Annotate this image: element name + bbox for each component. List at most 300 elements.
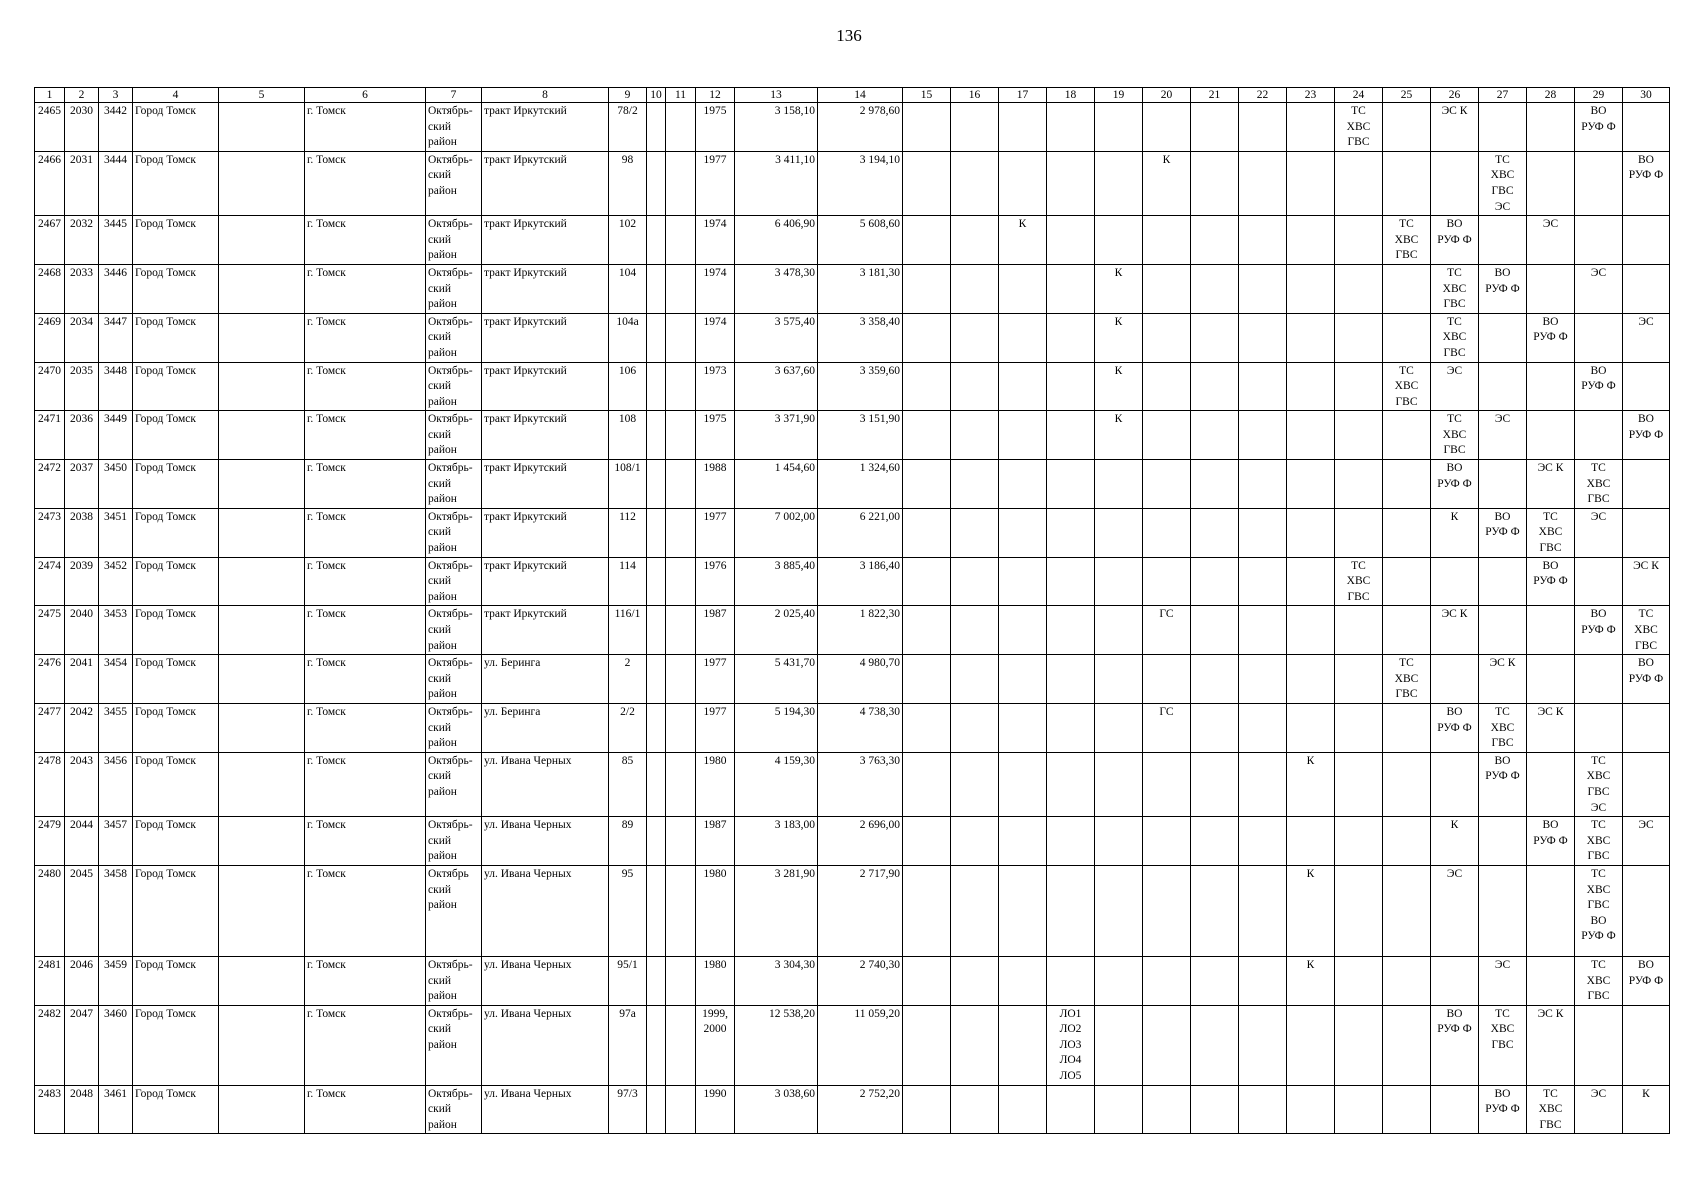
cell-col-21 bbox=[1191, 1085, 1239, 1134]
cell-col-13: 3 281,90 bbox=[735, 865, 818, 956]
cell-col-3: 3450 bbox=[99, 460, 133, 509]
cell-col-21 bbox=[1191, 508, 1239, 557]
cell-col-14: 3 194,10 bbox=[818, 151, 903, 215]
cell-col-4: Город Томск bbox=[133, 752, 219, 816]
cell-col-24 bbox=[1335, 313, 1383, 362]
cell-col-7: Октябрь- ский район bbox=[426, 752, 482, 816]
cell-col-16 bbox=[951, 460, 999, 509]
cell-col-22 bbox=[1239, 362, 1287, 411]
cell-col-24 bbox=[1335, 956, 1383, 1005]
cell-col-28 bbox=[1527, 411, 1575, 460]
cell-col-13: 2 025,40 bbox=[735, 606, 818, 655]
cell-col-23 bbox=[1287, 216, 1335, 265]
cell-col-7: Октябрь- ский район bbox=[426, 956, 482, 1005]
cell-col-3: 3459 bbox=[99, 956, 133, 1005]
cell-col-29: ВО РУФ Ф bbox=[1575, 606, 1623, 655]
cell-col-21 bbox=[1191, 264, 1239, 313]
cell-col-9: 114 bbox=[609, 557, 647, 606]
cell-col-14: 1 324,60 bbox=[818, 460, 903, 509]
cell-col-28 bbox=[1527, 752, 1575, 816]
cell-col-26: ТС ХВС ГВС bbox=[1431, 411, 1479, 460]
column-number-2: 2 bbox=[65, 88, 99, 103]
cell-col-4: Город Томск bbox=[133, 703, 219, 752]
cell-col-13: 4 159,30 bbox=[735, 752, 818, 816]
cell-col-22 bbox=[1239, 313, 1287, 362]
cell-col-23 bbox=[1287, 362, 1335, 411]
cell-col-8: ул. Ивана Черных bbox=[482, 1085, 609, 1134]
cell-col-21 bbox=[1191, 557, 1239, 606]
cell-col-5 bbox=[219, 817, 305, 866]
cell-col-2: 2038 bbox=[65, 508, 99, 557]
cell-col-22 bbox=[1239, 103, 1287, 152]
table-row bbox=[35, 151, 1670, 215]
cell-col-9: 116/1 bbox=[609, 606, 647, 655]
cell-col-23 bbox=[1287, 103, 1335, 152]
cell-col-10 bbox=[647, 865, 666, 956]
cell-col-19 bbox=[1095, 956, 1143, 1005]
cell-col-23 bbox=[1287, 460, 1335, 509]
cell-col-20: ГС bbox=[1143, 606, 1191, 655]
cell-col-19 bbox=[1095, 703, 1143, 752]
cell-col-4: Город Томск bbox=[133, 411, 219, 460]
cell-col-5 bbox=[219, 557, 305, 606]
cell-col-18 bbox=[1047, 216, 1095, 265]
cell-col-7: Октябрь- ский район bbox=[426, 313, 482, 362]
cell-col-8: ул. Ивана Черных bbox=[482, 1005, 609, 1085]
cell-col-28: ЭС К bbox=[1527, 460, 1575, 509]
cell-col-29 bbox=[1575, 703, 1623, 752]
cell-col-19 bbox=[1095, 1085, 1143, 1134]
cell-col-30 bbox=[1623, 752, 1670, 816]
cell-col-4: Город Томск bbox=[133, 1085, 219, 1134]
cell-col-5 bbox=[219, 655, 305, 704]
cell-col-7: Октябрь- ский район bbox=[426, 411, 482, 460]
cell-col-24 bbox=[1335, 865, 1383, 956]
cell-col-25 bbox=[1383, 1085, 1431, 1134]
cell-col-25 bbox=[1383, 865, 1431, 956]
cell-col-10 bbox=[647, 508, 666, 557]
cell-col-2: 2045 bbox=[65, 865, 99, 956]
cell-col-4: Город Томск bbox=[133, 362, 219, 411]
cell-col-2: 2040 bbox=[65, 606, 99, 655]
cell-col-27: ЭС bbox=[1479, 411, 1527, 460]
table-row bbox=[35, 264, 1670, 313]
cell-col-9: 89 bbox=[609, 817, 647, 866]
cell-col-16 bbox=[951, 557, 999, 606]
cell-col-21 bbox=[1191, 703, 1239, 752]
cell-col-11 bbox=[666, 216, 696, 265]
cell-col-24 bbox=[1335, 606, 1383, 655]
cell-col-14: 11 059,20 bbox=[818, 1005, 903, 1085]
cell-col-29: ЭС bbox=[1575, 508, 1623, 557]
cell-col-4: Город Томск bbox=[133, 817, 219, 866]
cell-col-8: тракт Иркутский bbox=[482, 460, 609, 509]
cell-col-12: 1976 bbox=[696, 557, 735, 606]
cell-col-7: Октябрь- ский район bbox=[426, 817, 482, 866]
table-row bbox=[35, 411, 1670, 460]
table-row bbox=[35, 1085, 1670, 1134]
cell-col-21 bbox=[1191, 956, 1239, 1005]
cell-col-14: 2 978,60 bbox=[818, 103, 903, 152]
cell-col-15 bbox=[903, 752, 951, 816]
cell-col-14: 5 608,60 bbox=[818, 216, 903, 265]
cell-col-30: ВО РУФ Ф bbox=[1623, 655, 1670, 704]
cell-col-2: 2048 bbox=[65, 1085, 99, 1134]
cell-col-2: 2032 bbox=[65, 216, 99, 265]
cell-col-6: г. Томск bbox=[305, 655, 426, 704]
cell-col-27: ВО РУФ Ф bbox=[1479, 264, 1527, 313]
cell-col-2: 2041 bbox=[65, 655, 99, 704]
cell-col-22 bbox=[1239, 411, 1287, 460]
cell-col-30 bbox=[1623, 508, 1670, 557]
cell-col-3: 3448 bbox=[99, 362, 133, 411]
cell-col-14: 2 717,90 bbox=[818, 865, 903, 956]
cell-col-2: 2036 bbox=[65, 411, 99, 460]
cell-col-29 bbox=[1575, 557, 1623, 606]
cell-col-10 bbox=[647, 362, 666, 411]
cell-col-16 bbox=[951, 103, 999, 152]
cell-col-12: 1977 bbox=[696, 703, 735, 752]
cell-col-25 bbox=[1383, 817, 1431, 866]
cell-col-4: Город Томск bbox=[133, 508, 219, 557]
cell-col-25 bbox=[1383, 606, 1431, 655]
column-number-30: 30 bbox=[1623, 88, 1670, 103]
cell-col-24 bbox=[1335, 655, 1383, 704]
cell-col-20 bbox=[1143, 508, 1191, 557]
cell-col-28: ЭС К bbox=[1527, 703, 1575, 752]
cell-col-28 bbox=[1527, 151, 1575, 215]
cell-col-11 bbox=[666, 956, 696, 1005]
cell-col-14: 3 181,30 bbox=[818, 264, 903, 313]
table-row bbox=[35, 1005, 1670, 1085]
cell-col-21 bbox=[1191, 752, 1239, 816]
column-number-18: 18 bbox=[1047, 88, 1095, 103]
table-row bbox=[35, 103, 1670, 152]
cell-col-9: 97а bbox=[609, 1005, 647, 1085]
cell-col-27: ЭС bbox=[1479, 956, 1527, 1005]
cell-col-21 bbox=[1191, 655, 1239, 704]
cell-col-11 bbox=[666, 703, 696, 752]
cell-col-14: 2 696,00 bbox=[818, 817, 903, 866]
cell-col-12: 1977 bbox=[696, 508, 735, 557]
cell-col-14: 6 221,00 bbox=[818, 508, 903, 557]
column-number-23: 23 bbox=[1287, 88, 1335, 103]
cell-col-26: ТС ХВС ГВС bbox=[1431, 264, 1479, 313]
cell-col-17 bbox=[999, 655, 1047, 704]
cell-col-30 bbox=[1623, 865, 1670, 956]
cell-col-30 bbox=[1623, 216, 1670, 265]
cell-col-22 bbox=[1239, 216, 1287, 265]
column-number-25: 25 bbox=[1383, 88, 1431, 103]
cell-col-20 bbox=[1143, 411, 1191, 460]
cell-col-26: ВО РУФ Ф bbox=[1431, 1005, 1479, 1085]
cell-col-10 bbox=[647, 460, 666, 509]
cell-col-20 bbox=[1143, 103, 1191, 152]
cell-col-17 bbox=[999, 956, 1047, 1005]
table-row bbox=[35, 557, 1670, 606]
cell-col-18 bbox=[1047, 752, 1095, 816]
cell-col-23 bbox=[1287, 1085, 1335, 1134]
cell-col-1: 2482 bbox=[35, 1005, 65, 1085]
cell-col-18 bbox=[1047, 264, 1095, 313]
cell-col-20: К bbox=[1143, 151, 1191, 215]
cell-col-7: Октябрь- ский район bbox=[426, 264, 482, 313]
table-row bbox=[35, 216, 1670, 265]
cell-col-9: 78/2 bbox=[609, 103, 647, 152]
cell-col-6: г. Томск bbox=[305, 865, 426, 956]
cell-col-16 bbox=[951, 362, 999, 411]
cell-col-9: 97/3 bbox=[609, 1085, 647, 1134]
cell-col-21 bbox=[1191, 103, 1239, 152]
column-number-27: 27 bbox=[1479, 88, 1527, 103]
cell-col-11 bbox=[666, 264, 696, 313]
cell-col-23: К bbox=[1287, 956, 1335, 1005]
table-row bbox=[35, 313, 1670, 362]
cell-col-20 bbox=[1143, 1005, 1191, 1085]
cell-col-20 bbox=[1143, 216, 1191, 265]
cell-col-3: 3456 bbox=[99, 752, 133, 816]
cell-col-25: ТС ХВС ГВС bbox=[1383, 655, 1431, 704]
cell-col-9: 98 bbox=[609, 151, 647, 215]
cell-col-1: 2475 bbox=[35, 606, 65, 655]
cell-col-30 bbox=[1623, 362, 1670, 411]
cell-col-27: ТС ХВС ГВС bbox=[1479, 703, 1527, 752]
cell-col-24 bbox=[1335, 216, 1383, 265]
cell-col-16 bbox=[951, 313, 999, 362]
cell-col-2: 2042 bbox=[65, 703, 99, 752]
cell-col-27 bbox=[1479, 313, 1527, 362]
cell-col-25: ТС ХВС ГВС bbox=[1383, 216, 1431, 265]
cell-col-15 bbox=[903, 216, 951, 265]
cell-col-12: 1973 bbox=[696, 362, 735, 411]
cell-col-9: 2/2 bbox=[609, 703, 647, 752]
cell-col-4: Город Томск bbox=[133, 151, 219, 215]
cell-col-17 bbox=[999, 817, 1047, 866]
cell-col-20 bbox=[1143, 817, 1191, 866]
cell-col-30: К bbox=[1623, 1085, 1670, 1134]
cell-col-1: 2476 bbox=[35, 655, 65, 704]
cell-col-6: г. Томск bbox=[305, 1085, 426, 1134]
cell-col-29 bbox=[1575, 1005, 1623, 1085]
cell-col-23 bbox=[1287, 1005, 1335, 1085]
cell-col-7: Октябрь- ский район bbox=[426, 216, 482, 265]
cell-col-11 bbox=[666, 557, 696, 606]
cell-col-24 bbox=[1335, 151, 1383, 215]
cell-col-10 bbox=[647, 752, 666, 816]
cell-col-7: Октябрь ский район bbox=[426, 865, 482, 956]
cell-col-30 bbox=[1623, 264, 1670, 313]
cell-col-24 bbox=[1335, 411, 1383, 460]
cell-col-19 bbox=[1095, 460, 1143, 509]
cell-col-5 bbox=[219, 411, 305, 460]
cell-col-29: ТС ХВС ГВС bbox=[1575, 956, 1623, 1005]
cell-col-12: 1974 bbox=[696, 264, 735, 313]
cell-col-27 bbox=[1479, 362, 1527, 411]
cell-col-6: г. Томск bbox=[305, 557, 426, 606]
cell-col-15 bbox=[903, 865, 951, 956]
cell-col-11 bbox=[666, 362, 696, 411]
cell-col-1: 2473 bbox=[35, 508, 65, 557]
cell-col-3: 3445 bbox=[99, 216, 133, 265]
cell-col-7: Октябрь- ский район bbox=[426, 151, 482, 215]
cell-col-12: 1980 bbox=[696, 752, 735, 816]
cell-col-6: г. Томск bbox=[305, 264, 426, 313]
cell-col-23 bbox=[1287, 557, 1335, 606]
cell-col-15 bbox=[903, 557, 951, 606]
cell-col-3: 3442 bbox=[99, 103, 133, 152]
cell-col-3: 3461 bbox=[99, 1085, 133, 1134]
cell-col-10 bbox=[647, 313, 666, 362]
cell-col-1: 2483 bbox=[35, 1085, 65, 1134]
cell-col-14: 3 763,30 bbox=[818, 752, 903, 816]
cell-col-1: 2469 bbox=[35, 313, 65, 362]
cell-col-18: ЛО1 ЛО2 ЛО3 ЛО4 ЛО5 bbox=[1047, 1005, 1095, 1085]
cell-col-24 bbox=[1335, 752, 1383, 816]
column-number-21: 21 bbox=[1191, 88, 1239, 103]
cell-col-7: Октябрь- ский район bbox=[426, 1005, 482, 1085]
cell-col-12: 1987 bbox=[696, 606, 735, 655]
cell-col-10 bbox=[647, 1085, 666, 1134]
table-row bbox=[35, 703, 1670, 752]
cell-col-26 bbox=[1431, 752, 1479, 816]
cell-col-27: ВО РУФ Ф bbox=[1479, 508, 1527, 557]
cell-col-1: 2474 bbox=[35, 557, 65, 606]
cell-col-27 bbox=[1479, 216, 1527, 265]
cell-col-13: 5 431,70 bbox=[735, 655, 818, 704]
cell-col-25 bbox=[1383, 703, 1431, 752]
cell-col-26 bbox=[1431, 1085, 1479, 1134]
cell-col-22 bbox=[1239, 956, 1287, 1005]
cell-col-18 bbox=[1047, 703, 1095, 752]
cell-col-19 bbox=[1095, 1005, 1143, 1085]
cell-col-8: ул. Беринга bbox=[482, 703, 609, 752]
cell-col-18 bbox=[1047, 557, 1095, 606]
cell-col-25 bbox=[1383, 1005, 1431, 1085]
column-number-10: 10 bbox=[647, 88, 666, 103]
cell-col-13: 1 454,60 bbox=[735, 460, 818, 509]
cell-col-30: ВО РУФ Ф bbox=[1623, 151, 1670, 215]
cell-col-23 bbox=[1287, 411, 1335, 460]
cell-col-15 bbox=[903, 703, 951, 752]
cell-col-2: 2035 bbox=[65, 362, 99, 411]
cell-col-6: г. Томск bbox=[305, 362, 426, 411]
cell-col-27: ВО РУФ Ф bbox=[1479, 1085, 1527, 1134]
cell-col-28 bbox=[1527, 606, 1575, 655]
cell-col-11 bbox=[666, 103, 696, 152]
column-number-4: 4 bbox=[133, 88, 219, 103]
cell-col-30: ВО РУФ Ф bbox=[1623, 411, 1670, 460]
cell-col-25 bbox=[1383, 411, 1431, 460]
cell-col-26: К bbox=[1431, 508, 1479, 557]
cell-col-18 bbox=[1047, 362, 1095, 411]
cell-col-6: г. Томск bbox=[305, 1005, 426, 1085]
cell-col-29 bbox=[1575, 151, 1623, 215]
cell-col-29 bbox=[1575, 216, 1623, 265]
cell-col-20 bbox=[1143, 362, 1191, 411]
column-number-1: 1 bbox=[35, 88, 65, 103]
cell-col-16 bbox=[951, 752, 999, 816]
cell-col-1: 2481 bbox=[35, 956, 65, 1005]
cell-col-19: К bbox=[1095, 313, 1143, 362]
cell-col-26: ЭС К bbox=[1431, 103, 1479, 152]
cell-col-15 bbox=[903, 606, 951, 655]
cell-col-4: Город Томск bbox=[133, 606, 219, 655]
cell-col-21 bbox=[1191, 606, 1239, 655]
cell-col-1: 2480 bbox=[35, 865, 65, 956]
cell-col-5 bbox=[219, 362, 305, 411]
cell-col-4: Город Томск bbox=[133, 460, 219, 509]
cell-col-15 bbox=[903, 956, 951, 1005]
cell-col-27: ТС ХВС ГВС bbox=[1479, 1005, 1527, 1085]
cell-col-21 bbox=[1191, 313, 1239, 362]
cell-col-8: тракт Иркутский bbox=[482, 151, 609, 215]
cell-col-13: 3 371,90 bbox=[735, 411, 818, 460]
cell-col-12: 1975 bbox=[696, 411, 735, 460]
cell-col-15 bbox=[903, 1085, 951, 1134]
cell-col-3: 3446 bbox=[99, 264, 133, 313]
cell-col-20 bbox=[1143, 1085, 1191, 1134]
cell-col-17 bbox=[999, 313, 1047, 362]
cell-col-17 bbox=[999, 362, 1047, 411]
cell-col-7: Октябрь- ский район bbox=[426, 508, 482, 557]
column-number-11: 11 bbox=[666, 88, 696, 103]
column-number-12: 12 bbox=[696, 88, 735, 103]
cell-col-29: ТС ХВС ГВС ВО РУФ Ф bbox=[1575, 865, 1623, 956]
cell-col-21 bbox=[1191, 865, 1239, 956]
cell-col-9: 106 bbox=[609, 362, 647, 411]
cell-col-20 bbox=[1143, 557, 1191, 606]
column-number-15: 15 bbox=[903, 88, 951, 103]
cell-col-10 bbox=[647, 411, 666, 460]
cell-col-12: 1980 bbox=[696, 956, 735, 1005]
cell-col-22 bbox=[1239, 460, 1287, 509]
cell-col-7: Октябрь- ский район bbox=[426, 655, 482, 704]
cell-col-17 bbox=[999, 264, 1047, 313]
cell-col-22 bbox=[1239, 606, 1287, 655]
cell-col-11 bbox=[666, 752, 696, 816]
cell-col-17 bbox=[999, 865, 1047, 956]
cell-col-4: Город Томск bbox=[133, 1005, 219, 1085]
cell-col-10 bbox=[647, 216, 666, 265]
cell-col-22 bbox=[1239, 1085, 1287, 1134]
cell-col-20 bbox=[1143, 460, 1191, 509]
cell-col-16 bbox=[951, 817, 999, 866]
cell-col-7: Октябрь- ский район bbox=[426, 606, 482, 655]
cell-col-3: 3449 bbox=[99, 411, 133, 460]
table-row bbox=[35, 865, 1670, 956]
cell-col-11 bbox=[666, 1005, 696, 1085]
cell-col-18 bbox=[1047, 151, 1095, 215]
cell-col-12: 1980 bbox=[696, 865, 735, 956]
page-number: 136 bbox=[836, 26, 862, 45]
cell-col-8: тракт Иркутский bbox=[482, 216, 609, 265]
cell-col-21 bbox=[1191, 460, 1239, 509]
cell-col-28: ЭС bbox=[1527, 216, 1575, 265]
cell-col-26: ВО РУФ Ф bbox=[1431, 703, 1479, 752]
cell-col-4: Город Томск bbox=[133, 264, 219, 313]
cell-col-12: 1987 bbox=[696, 817, 735, 866]
cell-col-21 bbox=[1191, 362, 1239, 411]
cell-col-7: Октябрь- ский район bbox=[426, 1085, 482, 1134]
cell-col-13: 3 304,30 bbox=[735, 956, 818, 1005]
cell-col-10 bbox=[647, 606, 666, 655]
cell-col-27 bbox=[1479, 606, 1527, 655]
cell-col-4: Город Томск bbox=[133, 956, 219, 1005]
cell-col-17 bbox=[999, 557, 1047, 606]
cell-col-16 bbox=[951, 151, 999, 215]
cell-col-14: 3 151,90 bbox=[818, 411, 903, 460]
cell-col-8: тракт Иркутский bbox=[482, 606, 609, 655]
